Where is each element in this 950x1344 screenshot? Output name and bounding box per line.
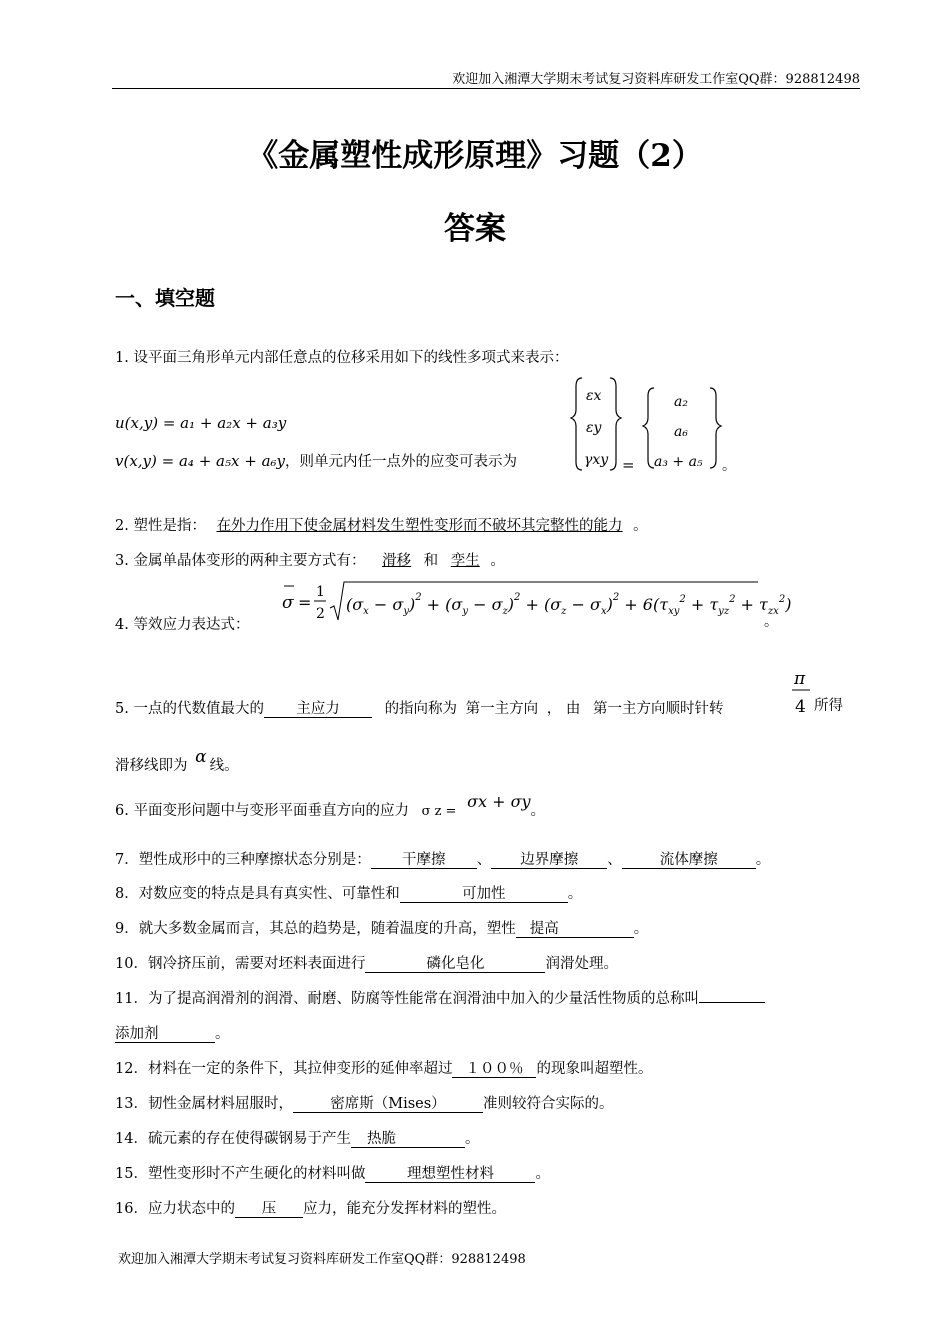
equation-u: u(x,y) = a₁ + a₂x + a₃y — [115, 414, 287, 432]
question-14-prefix: 14．硫元素的存在使得碳钢易于产生 — [115, 1131, 351, 1147]
question-9 — [115, 917, 648, 938]
question-15-answer: 理想塑性材料 — [365, 1166, 535, 1183]
question-15 — [115, 1162, 550, 1183]
question-4-prefix: 4. 等效应力表达式： — [115, 617, 250, 633]
equation-v-line — [115, 450, 517, 471]
vec-right-0: a₂ — [674, 394, 688, 410]
question-5-answer-2: 第一主方向 — [465, 701, 539, 717]
question-5-mid-2: ， 由 — [546, 701, 581, 717]
question-1-text: 1. 设平面三角形单元内部任意点的位移采用如下的线性多项式来表示： — [115, 350, 569, 366]
question-7-answer-2: 边界摩擦 — [491, 852, 607, 869]
equivalent-stress-formula — [280, 576, 792, 632]
question-8-prefix: 8．对数应变的特点是具有真实性、可靠性和 — [115, 886, 400, 902]
vec-left-2: γxy — [584, 452, 609, 468]
question-11-blank — [699, 1002, 765, 1003]
fraction-denominator: 4 — [795, 697, 806, 717]
question-13-prefix: 13．韧性金属材料屈服时， — [115, 1096, 293, 1112]
question-10-answer: 磷化皂化 — [365, 956, 545, 973]
fraction-numerator: π — [794, 669, 806, 689]
question-7-prefix: 7．塑性成形中的三种摩擦状态分别是： — [115, 852, 371, 868]
question-12-suffix: 的现象叫超塑性。 — [536, 1061, 653, 1077]
question-8-suffix: 。 — [567, 886, 583, 902]
question-5-prefix: 5. 一点的代数值最大的 — [115, 701, 264, 717]
question-14-answer: 热脆 — [351, 1131, 465, 1148]
vec-left-1: εy — [586, 420, 602, 436]
page-footer: 欢迎加入湘潭大学期末考试复习资料库研发工作室QQ群：928812498 — [118, 1252, 526, 1267]
question-7-answer-1: 干摩擦 — [371, 852, 477, 869]
question-7-sep-2: 、 — [607, 852, 622, 868]
pi-over-four-fraction — [790, 664, 850, 724]
question-11-line-2 — [115, 1022, 230, 1043]
svg-text:1: 1 — [316, 584, 325, 600]
question-10 — [115, 952, 618, 973]
question-14-suffix: 。 — [464, 1131, 480, 1147]
question-3-prefix: 3. 金属单晶体变形的两种主要方式有： — [115, 553, 366, 569]
section-heading: 一、填空题 — [115, 286, 215, 310]
question-16-answer: 压 — [235, 1201, 303, 1218]
equation-v: v(x,y) = a₄ + a₅x + a₆y — [115, 452, 285, 470]
question-11-prefix: 11．为了提高润滑剂的润滑、耐磨、防腐等性能常在润滑油中加入的少量活性物质的总称叫 — [115, 991, 699, 1007]
alpha-symbol: α — [195, 747, 207, 767]
question-14 — [115, 1127, 479, 1148]
question-11 — [115, 987, 765, 1008]
question-3-mid: 和 — [423, 553, 439, 569]
question-6 — [115, 792, 546, 820]
question-9-suffix: 。 — [633, 921, 649, 937]
svg-text:σ: σ — [282, 593, 294, 613]
question-10-suffix: 润滑处理。 — [545, 956, 618, 972]
page-header: 欢迎加入湘潭大学期末考试复习资料库研发工作室QQ群：928812498 — [452, 72, 860, 87]
vec-right-2: a₃ + a₅ — [654, 454, 703, 470]
question-4-suffix: 。 — [764, 614, 778, 630]
question-15-prefix: 15．塑性变形时不产生硬化的材料叫做 — [115, 1166, 366, 1182]
question-9-prefix: 9．就大多数金属而言，其总的趋势是，随着温度的升高，塑性 — [115, 921, 516, 937]
question-5-answer-1: 主应力 — [264, 701, 372, 718]
svg-text:2: 2 — [316, 606, 325, 622]
question-2-suffix: 。 — [633, 518, 648, 534]
question-5-line2-suffix: 线。 — [209, 758, 239, 774]
question-3-suffix: 。 — [490, 553, 505, 569]
question-11-suffix: 。 — [215, 1026, 230, 1042]
question-5-mid-1: 的指向称为 — [384, 701, 458, 717]
question-16-suffix: 应力，能充分发挥材料的塑性。 — [302, 1201, 506, 1217]
question-2 — [115, 514, 648, 535]
question-13 — [115, 1092, 613, 1113]
question-3 — [115, 549, 505, 570]
question-7-sep-1: 、 — [476, 852, 492, 868]
question-3-answer-1: 滑移 — [382, 553, 412, 569]
vec-right-1: a₆ — [674, 424, 688, 440]
question-5-answer-3: 第一主方向顺时针转 — [593, 701, 724, 717]
question-16 — [115, 1197, 506, 1218]
document-title: 《金属塑性成形原理》习题（2） — [247, 138, 703, 174]
strain-vector-equation — [568, 372, 738, 477]
question-10-prefix: 10．钢冷挤压前，需要对坯料表面进行 — [115, 956, 366, 972]
question-12 — [115, 1057, 652, 1078]
question-2-answer: 在外力作用下使金属材料发生塑性变形而不破坏其完整性的能力 — [216, 518, 623, 534]
document-subtitle: 答案 — [444, 211, 506, 247]
question-6-suffix: 。 — [530, 803, 546, 819]
question-9-answer: 提高 — [516, 921, 634, 938]
svg-text:=: = — [622, 456, 635, 474]
vec-left-0: εx — [586, 388, 602, 404]
question-16-prefix: 16．应力状态中的 — [115, 1201, 235, 1217]
question-5-end: 所得 — [814, 698, 843, 714]
question-12-answer: １００％ — [452, 1061, 536, 1078]
svg-text:=: = — [298, 593, 312, 612]
question-2-prefix: 2. 塑性是指： — [115, 518, 206, 534]
question-5-line2-prefix: 滑移线即为 — [115, 758, 188, 774]
question-6-symbol: σ z = — [421, 804, 457, 819]
question-5 — [115, 697, 724, 718]
question-15-suffix: 。 — [535, 1166, 550, 1182]
question-11-answer: 添加剂 — [115, 1026, 215, 1043]
question-6-prefix: 6. 平面变形问题中与变形平面垂直方向的应力 — [115, 803, 409, 819]
question-1-end: 。 — [722, 458, 736, 474]
question-13-answer: 密席斯（Mises） — [293, 1096, 483, 1113]
question-1-mid: ，则单元内任一点外的应变可表示为 — [285, 454, 517, 470]
question-6-expression: σx + σy — [467, 792, 531, 811]
question-7-answer-3: 流体摩擦 — [622, 852, 756, 869]
question-13-suffix: 准则较符合实际的。 — [482, 1096, 614, 1112]
question-3-answer-2: 孪生 — [450, 553, 480, 569]
svg-text:(σx − σy)2 + (σy − σz)2 + (σz: $(\sigma_x - \sigma_y)^2 + (\sigma_y - \sigma_z)^2 + (\sigma_z - \sigma_x)^2 + 6(\tau_{xy}^2 + \tau_{yz}^2 + \tau_{zx}^2)$ — [346, 592, 792, 617]
header-rule — [112, 88, 860, 89]
question-7-suffix: 。 — [755, 852, 771, 868]
question-5-line-2 — [115, 747, 239, 775]
question-7 — [115, 848, 770, 869]
question-8 — [115, 882, 582, 903]
question-12-prefix: 12．材料在一定的条件下，其拉伸变形的延伸率超过 — [115, 1061, 453, 1077]
question-8-answer: 可加性 — [400, 886, 568, 903]
